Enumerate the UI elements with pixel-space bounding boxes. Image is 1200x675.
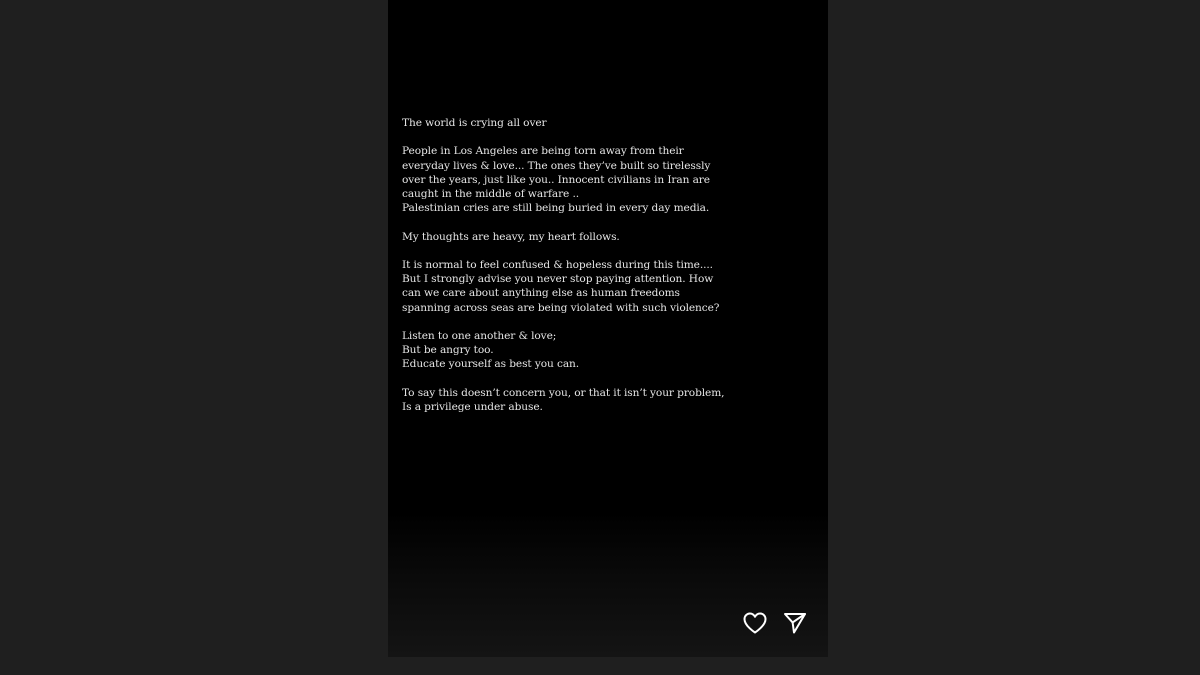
story-line: spanning across seas are being violated with such violence? xyxy=(402,301,720,314)
story-line: It is normal to feel confused & hopeless during this time.... xyxy=(402,258,713,271)
story-line: caught in the middle of warfare .. xyxy=(402,188,580,200)
like-button[interactable] xyxy=(742,610,768,636)
story-line: can we care about anything else as human freedoms xyxy=(402,287,680,300)
send-icon xyxy=(783,611,807,635)
story-line: Palestinian cries are still being buried in every day media. xyxy=(402,202,710,215)
story-line: But be angry too. xyxy=(402,344,494,357)
story-line: Is a privilege under abuse. xyxy=(402,400,543,413)
story-paragraph xyxy=(402,258,822,315)
share-button[interactable] xyxy=(782,610,808,636)
story-line: My thoughts are heavy, my heart follows. xyxy=(402,230,620,243)
story-line: The world is crying all over xyxy=(402,117,547,129)
story-paragraph xyxy=(402,116,822,130)
heart-icon xyxy=(743,612,767,634)
story-line: Listen to one another & love; xyxy=(402,329,557,342)
story-paragraph xyxy=(402,230,822,244)
story-line: everyday lives & love... The ones they’ve built so tirelessly xyxy=(402,159,711,172)
story-text xyxy=(402,116,822,428)
story-line: People in Los Angeles are being torn away from their xyxy=(402,145,684,158)
story-line: But I strongly advise you never stop paying attention. How xyxy=(402,273,714,286)
story-actions xyxy=(742,610,808,636)
story-paragraph xyxy=(402,329,822,372)
story-card[interactable] xyxy=(388,0,828,657)
story-paragraph xyxy=(402,144,822,215)
story-line: over the years, just like you.. Innocent civilians in Iran are xyxy=(402,173,710,186)
story-paragraph xyxy=(402,386,822,414)
story-line: Educate yourself as best you can. xyxy=(402,358,580,371)
story-line: To say this doesn’t concern you, or that it isn’t your problem, xyxy=(402,386,725,399)
